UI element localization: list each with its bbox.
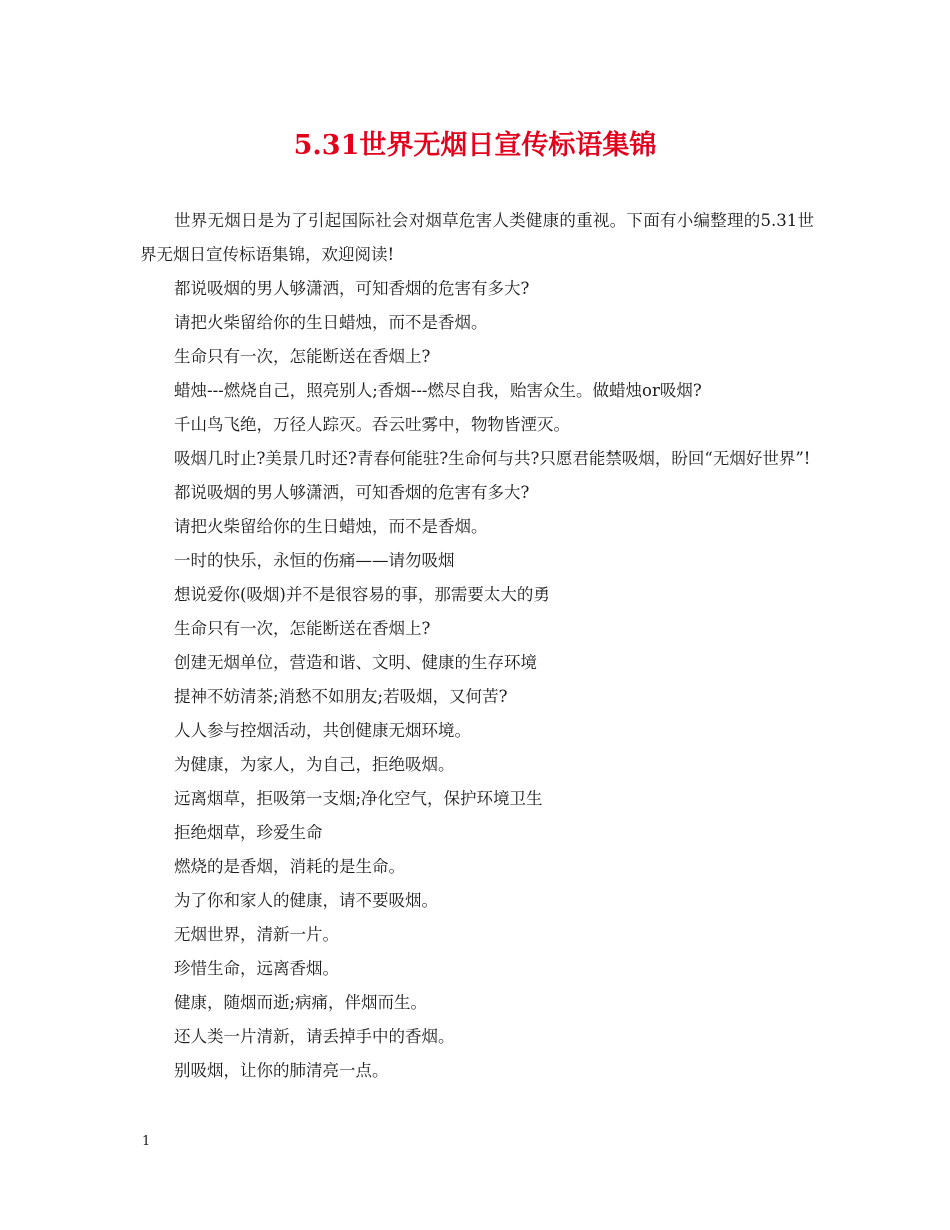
- paragraph: 世界无烟日是为了引起国际社会对烟草危害人类健康的重视。下面有小编整理的5.31世界无烟日宣传标语集锦，欢迎阅读!: [140, 211, 814, 264]
- paragraph: 拒绝烟草，珍爱生命: [174, 823, 323, 842]
- page-number: 1: [142, 1134, 151, 1149]
- paragraph: 生命只有一次，怎能断送在香烟上?: [174, 619, 431, 638]
- document-body: [140, 204, 814, 1088]
- paragraph: 别吸烟，让你的肺清亮一点。: [174, 1061, 389, 1080]
- paragraph: 蜡烛---燃烧自己，照亮别人;香烟---燃尽自我，贻害众生。做蜡烛or吸烟?: [174, 381, 702, 400]
- paragraph: 一时的快乐，永恒的伤痛——请勿吸烟: [174, 551, 455, 570]
- paragraph: 提神不妨清茶;消愁不如朋友;若吸烟，又何苦?: [174, 687, 508, 706]
- paragraph: 还人类一片清新，请丢掉手中的香烟。: [174, 1027, 455, 1046]
- paragraph: 都说吸烟的男人够潇洒，可知香烟的危害有多大?: [174, 483, 530, 502]
- paragraph: 都说吸烟的男人够潇洒，可知香烟的危害有多大?: [174, 279, 530, 298]
- paragraph: 请把火柴留给你的生日蜡烛，而不是香烟。: [174, 313, 488, 332]
- paragraph: 珍惜生命，远离香烟。: [174, 959, 339, 978]
- paragraph: 无烟世界，清新一片。: [174, 925, 339, 944]
- paragraph: 创建无烟单位，营造和谐、文明、健康的生存环境: [174, 653, 537, 672]
- paragraph: 生命只有一次，怎能断送在香烟上?: [174, 347, 431, 366]
- paragraph: 健康，随烟而逝;病痛，伴烟而生。: [174, 993, 428, 1012]
- paragraph: 为健康，为家人，为自己，拒绝吸烟。: [174, 755, 455, 774]
- paragraph: 请把火柴留给你的生日蜡烛，而不是香烟。: [174, 517, 488, 536]
- paragraph: 燃烧的是香烟，消耗的是生命。: [174, 857, 405, 876]
- paragraph: 千山鸟飞绝，万径人踪灭。吞云吐雾中，物物皆湮灭。: [174, 415, 570, 434]
- paragraph: 远离烟草，拒吸第一支烟;净化空气，保护环境卫生: [174, 789, 543, 808]
- paragraph: 人人参与控烟活动，共创健康无烟环境。: [174, 721, 471, 740]
- paragraph: 想说爱你(吸烟)并不是很容易的事，那需要太大的勇: [174, 585, 550, 604]
- paragraph: 吸烟几时止?美景几时还?青春何能驻?生命何与共?只愿君能禁吸烟，盼回“无烟好世界”!: [174, 449, 811, 468]
- paragraph: 为了你和家人的健康，请不要吸烟。: [174, 891, 438, 910]
- document-title: 5.31世界无烟日宣传标语集锦: [293, 130, 657, 161]
